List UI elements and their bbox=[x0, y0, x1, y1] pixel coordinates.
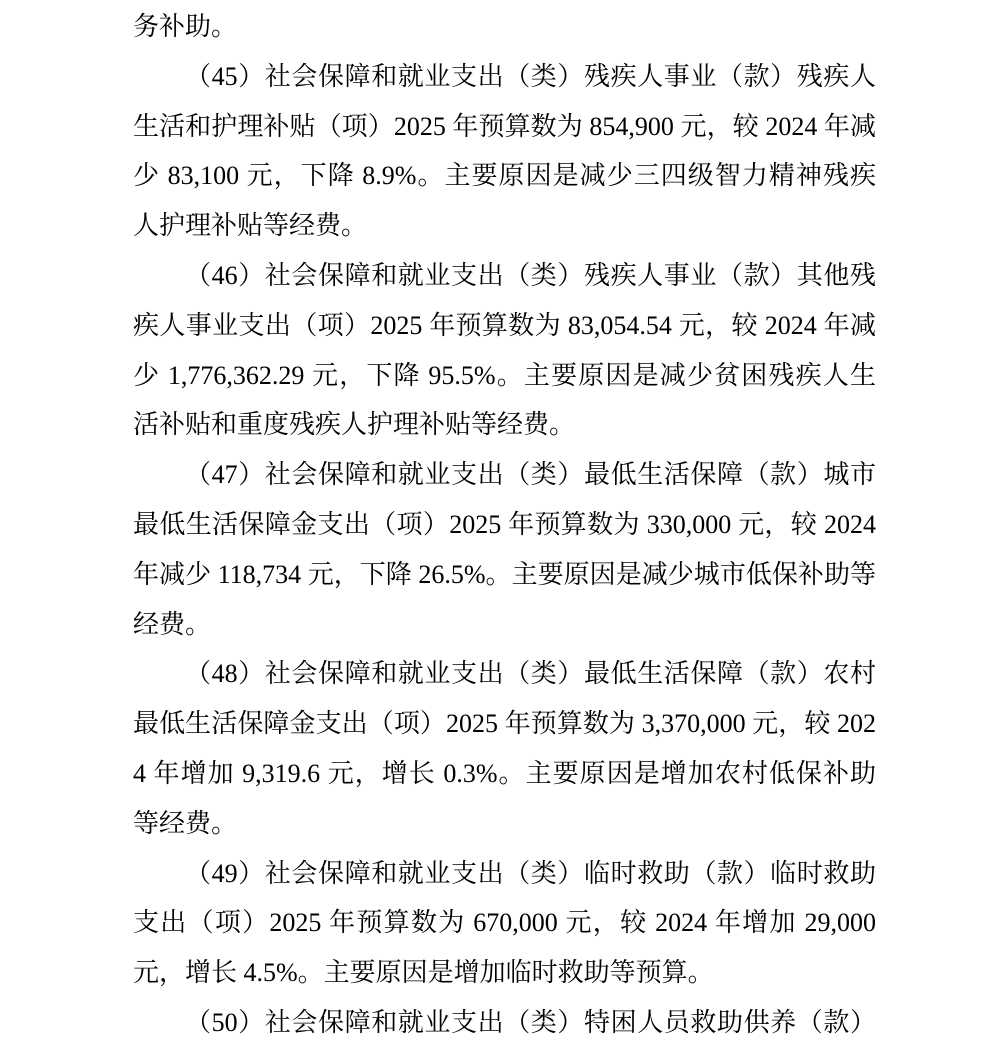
paragraph-48: （48）社会保障和就业支出（类）最低生活保障（款）农村最低生活保障金支出（项）2025 年预算数为 3,370,000 元，较 2024 年增加 9,319.6 元，增长 0.3%。主要原因是增加农村低保补助等经费。 bbox=[133, 659, 876, 838]
paragraph-50: （50）社会保障和就业支出（类）特困人员救助供养（款） bbox=[185, 1007, 876, 1037]
paragraph-49: （49）社会保障和就业支出（类）临时救助（款）临时救助支出（项）2025 年预算数为 670,000 元，较 2024 年增加 29,000 元，增长 4.5%。主要原因是增加临时救助等预算。 bbox=[133, 858, 876, 988]
paragraph-46: （46）社会保障和就业支出（类）残疾人事业（款）其他残疾人事业支出（项）2025 年预算数为 83,054.54 元，较 2024 年减少 1,776,362.29 元，下降 95.5%。主要原因是减少贫困残疾人生活补贴和重度残疾人护理补贴等经费。 bbox=[133, 260, 876, 440]
paragraph-continuation: 务补助。 bbox=[133, 12, 238, 41]
paragraph-47: （47）社会保障和就业支出（类）最低生活保障（款）城市最低生活保障金支出（项）2025 年预算数为 330,000 元，较 2024 年减少 118,734 元，下降 26.5%。主要原因是减少城市低保补助等经费。 bbox=[133, 460, 876, 639]
paragraph-45: （45）社会保障和就业支出（类）残疾人事业（款）残疾人生活和护理补贴（项）2025 年预算数为 854,900 元，较 2024 年减少 83,100 元，下降 8.9%。主要原因是减少三四级智力精神残疾人护理补贴等经费。 bbox=[133, 61, 876, 241]
